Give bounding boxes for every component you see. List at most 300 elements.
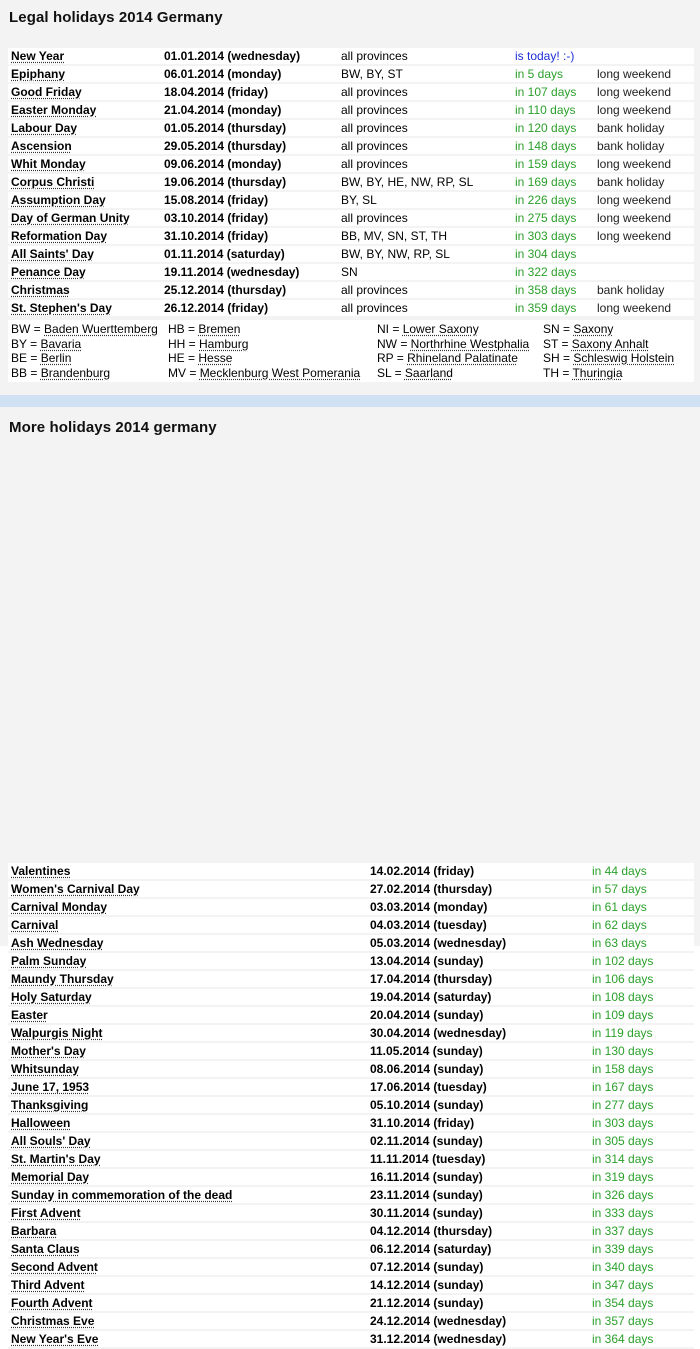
holiday-name-link[interactable]: Easter	[11, 1008, 48, 1022]
holiday-regions: all provinces	[341, 139, 408, 153]
holiday-date: 03.10.2014 (friday)	[164, 211, 269, 225]
holiday-countdown: in 277 days	[592, 1098, 654, 1112]
holiday-name-link[interactable]: Carnival	[11, 918, 59, 932]
holiday-name-link[interactable]: New Year's Eve	[11, 1332, 99, 1346]
legal-holiday-row	[8, 282, 694, 300]
holiday-countdown: in 109 days	[592, 1008, 654, 1022]
more-holiday-row	[8, 1151, 694, 1169]
holiday-name-link-cell	[8, 1187, 367, 1205]
legend-code: RP =	[377, 351, 408, 365]
holiday-regions-cell	[338, 264, 512, 282]
holiday-note-cell	[594, 246, 694, 264]
holiday-name-link[interactable]: First Advent	[11, 1206, 81, 1220]
holiday-note-cell	[594, 228, 694, 246]
holiday-name-link-cell	[8, 174, 161, 192]
holiday-date-cell	[367, 1025, 589, 1043]
holiday-name-link[interactable]: Ash Wednesday	[11, 936, 104, 950]
holiday-name-link[interactable]: Barbara	[11, 1224, 57, 1238]
holiday-countdown-cell	[589, 971, 694, 989]
holiday-name-link[interactable]: Thanksgiving	[11, 1098, 89, 1112]
more-holiday-row	[8, 971, 694, 989]
holiday-name-link-cell	[8, 1259, 367, 1277]
holiday-name-link[interactable]: Christmas	[11, 283, 70, 297]
holiday-countdown-cell	[589, 1241, 694, 1259]
holiday-countdown: in 63 days	[592, 936, 647, 950]
holiday-note-cell	[594, 192, 694, 210]
holiday-countdown: in 120 days	[515, 121, 577, 135]
holiday-name-link[interactable]: Memorial Day	[11, 1170, 90, 1184]
holiday-name-link[interactable]: Palm Sunday	[11, 954, 87, 968]
holiday-name-link[interactable]: Second Advent	[11, 1260, 98, 1274]
legal-holiday-row	[8, 228, 694, 246]
holiday-date-cell	[367, 1043, 589, 1061]
holiday-countdown: in 354 days	[592, 1296, 654, 1310]
holiday-name-link-cell	[8, 917, 367, 935]
holiday-countdown-cell	[589, 1025, 694, 1043]
holiday-note: bank holiday	[597, 283, 665, 297]
legend-province-link[interactable]: Bremen	[198, 322, 241, 336]
holiday-regions: all provinces	[341, 301, 408, 315]
legend-item	[11, 351, 158, 366]
legal-holiday-row	[8, 264, 694, 282]
holiday-countdown-cell	[512, 174, 594, 192]
holiday-name-link[interactable]: Assumption Day	[11, 193, 106, 207]
legend-province-link[interactable]: Saxony	[573, 322, 614, 336]
holiday-date: 18.04.2014 (friday)	[164, 85, 269, 99]
legend-item	[11, 337, 158, 352]
holiday-name-link[interactable]: Maundy Thursday	[11, 972, 114, 986]
holiday-date-cell	[161, 264, 338, 282]
legend-item	[377, 366, 529, 381]
holiday-date-cell	[367, 1187, 589, 1205]
legal-holiday-row	[8, 120, 694, 138]
holiday-date: 25.12.2014 (thursday)	[164, 283, 287, 297]
holiday-name-link[interactable]: Day of German Unity	[11, 211, 130, 225]
holiday-countdown: in 61 days	[592, 900, 647, 914]
holiday-countdown-cell	[589, 1115, 694, 1133]
more-holiday-row	[8, 1259, 694, 1277]
more-holidays-title: More holidays 2014 germany	[9, 419, 217, 436]
holiday-note: long weekend	[597, 67, 672, 81]
holiday-date: 11.05.2014 (sunday)	[370, 1044, 483, 1058]
legend-column	[543, 322, 674, 380]
holiday-note-cell	[594, 264, 694, 282]
legend-item	[168, 337, 360, 352]
holiday-date: 04.03.2014 (tuesday)	[370, 918, 487, 932]
holiday-countdown-cell	[589, 863, 694, 881]
holiday-regions-cell	[338, 246, 512, 264]
holiday-countdown: in 326 days	[592, 1188, 654, 1202]
holiday-note: long weekend	[597, 211, 672, 225]
holiday-date-cell	[367, 1295, 589, 1313]
holiday-note: long weekend	[597, 229, 672, 243]
legal-holiday-row	[8, 84, 694, 102]
holiday-date-cell	[161, 138, 338, 156]
legend-province-link[interactable]: Bavaria	[40, 336, 82, 351]
holiday-note-cell	[594, 120, 694, 138]
holiday-date-cell	[367, 989, 589, 1007]
holiday-date-cell	[161, 102, 338, 120]
holiday-countdown-cell	[589, 1061, 694, 1079]
holiday-countdown-cell	[589, 1277, 694, 1295]
holiday-name-link[interactable]: Penance Day	[11, 265, 86, 279]
legend-province-link[interactable]: Schleswig Holstein	[573, 351, 675, 365]
holiday-date: 01.01.2014 (wednesday)	[164, 49, 301, 63]
legal-holidays-title: Legal holidays 2014 Germany	[9, 9, 223, 26]
holiday-regions-cell	[338, 84, 512, 102]
holiday-date: 26.12.2014 (friday)	[164, 301, 269, 315]
holiday-countdown-cell	[512, 210, 594, 228]
legend-code: HE =	[168, 351, 199, 365]
legend-province-link[interactable]: Northrhine Westphalia	[410, 336, 530, 351]
holiday-countdown-cell	[589, 1097, 694, 1115]
legend-code: HH =	[168, 336, 200, 351]
legal-holiday-row	[8, 192, 694, 210]
holiday-date: 21.12.2014 (sunday)	[370, 1296, 484, 1310]
holiday-countdown-cell	[589, 1259, 694, 1277]
legend-code: BY =	[11, 336, 41, 351]
holiday-date-cell	[367, 1223, 589, 1241]
holiday-name-link[interactable]: Epiphany	[11, 67, 66, 81]
holiday-name-link-cell	[8, 282, 161, 300]
holiday-name-link-cell	[8, 1223, 367, 1241]
holiday-date-cell	[367, 1241, 589, 1259]
holiday-date: 05.10.2014 (sunday)	[370, 1098, 484, 1112]
holiday-note: long weekend	[597, 103, 672, 117]
legend-province-link[interactable]: Baden Wuerttemberg	[44, 322, 158, 336]
holiday-countdown: in 319 days	[592, 1170, 654, 1184]
holiday-name-link[interactable]: Ascension	[11, 139, 72, 153]
holiday-date-cell	[161, 156, 338, 174]
legend-item	[543, 351, 674, 366]
holiday-countdown-cell	[589, 1169, 694, 1187]
holiday-name-link-cell	[8, 1169, 367, 1187]
holiday-countdown: in 5 days	[515, 67, 564, 81]
legend-item	[543, 366, 674, 381]
holiday-note-cell	[594, 84, 694, 102]
holiday-name-link[interactable]: Sunday in commemoration of the dead	[11, 1188, 233, 1202]
holiday-date: 01.05.2014 (thursday)	[164, 121, 287, 135]
holiday-name-link-cell	[8, 1205, 367, 1223]
holiday-countdown: in 358 days	[515, 283, 577, 297]
holiday-date-cell	[367, 1331, 589, 1349]
more-holiday-row	[8, 1097, 694, 1115]
holiday-date: 31.12.2014 (wednesday)	[370, 1332, 507, 1346]
holiday-countdown-cell	[589, 1133, 694, 1151]
section-divider	[0, 395, 700, 407]
more-holiday-row	[8, 1187, 694, 1205]
holiday-name-link-cell	[8, 881, 367, 899]
holiday-date: 30.11.2014 (sunday)	[370, 1206, 483, 1220]
legal-holidays-table	[8, 48, 694, 318]
legend-item	[168, 322, 360, 337]
holiday-name-link-cell	[8, 48, 161, 66]
holiday-countdown-cell	[589, 989, 694, 1007]
holiday-name-link-cell	[8, 1295, 367, 1313]
holiday-date-cell	[161, 228, 338, 246]
legend-province-link[interactable]: Thuringia	[572, 365, 623, 380]
holiday-regions: all provinces	[341, 85, 408, 99]
holiday-countdown-cell	[512, 102, 594, 120]
holiday-name-link-cell	[8, 989, 367, 1007]
holiday-countdown-cell	[512, 228, 594, 246]
holiday-note-cell	[594, 210, 694, 228]
holiday-date-cell	[367, 1007, 589, 1025]
more-holidays-table	[8, 863, 694, 1349]
legend-code: NI =	[377, 322, 403, 336]
holiday-countdown: in 119 days	[592, 1026, 653, 1040]
more-holiday-row	[8, 989, 694, 1007]
holiday-note-cell	[594, 300, 694, 318]
holiday-note: bank holiday	[597, 175, 665, 189]
holiday-countdown-cell	[589, 1223, 694, 1241]
legend-code: BW =	[11, 322, 45, 336]
legend-province-link[interactable]: Hesse	[198, 351, 233, 365]
holiday-date-cell	[367, 1133, 589, 1151]
holiday-date-cell	[367, 1313, 589, 1331]
legal-holiday-row	[8, 174, 694, 192]
holiday-countdown-cell	[589, 917, 694, 935]
holiday-countdown: in 108 days	[592, 990, 654, 1004]
more-holiday-row	[8, 953, 694, 971]
holiday-name-link-cell	[8, 1133, 367, 1151]
holiday-countdown-cell	[589, 899, 694, 917]
holiday-name-link[interactable]: Third Advent	[11, 1278, 85, 1292]
more-holiday-row	[8, 1277, 694, 1295]
holiday-countdown: in 359 days	[515, 301, 577, 315]
more-holiday-row	[8, 1223, 694, 1241]
holiday-date: 05.03.2014 (wednesday)	[370, 936, 507, 950]
holiday-date: 20.04.2014 (sunday)	[370, 1008, 484, 1022]
holiday-date: 01.11.2014 (saturday)	[164, 247, 285, 261]
more-holiday-row	[8, 1115, 694, 1133]
holiday-date-cell	[367, 1115, 589, 1133]
holiday-date: 19.04.2014 (saturday)	[370, 990, 492, 1004]
holiday-regions: BW, BY, NW, RP, SL	[341, 247, 450, 261]
holiday-date-cell	[367, 1151, 589, 1169]
holiday-name-link[interactable]: Fourth Advent	[11, 1296, 93, 1310]
holiday-countdown: in 130 days	[592, 1044, 654, 1058]
holiday-date-cell	[161, 120, 338, 138]
legend-item	[377, 322, 529, 337]
legend-code: BE =	[11, 351, 41, 365]
holiday-name-link-cell	[8, 863, 367, 881]
holiday-name-link[interactable]: Labour Day	[11, 121, 78, 135]
holiday-name-link-cell	[8, 971, 367, 989]
holiday-countdown-cell	[589, 1331, 694, 1349]
more-holiday-row	[8, 899, 694, 917]
holiday-date: 17.04.2014 (thursday)	[370, 972, 493, 986]
holiday-name-link[interactable]: Easter Monday	[11, 103, 97, 117]
holiday-name-link[interactable]: St. Stephen's Day	[11, 301, 112, 315]
holiday-note: long weekend	[597, 157, 672, 171]
holiday-name-link-cell	[8, 1061, 367, 1079]
holiday-note-cell	[594, 138, 694, 156]
holiday-date: 21.04.2014 (monday)	[164, 103, 282, 117]
legend-province-link[interactable]: Hamburg	[199, 336, 249, 351]
holiday-date-cell	[161, 300, 338, 318]
legal-holiday-row	[8, 66, 694, 84]
legend-code: MV =	[168, 365, 200, 380]
holiday-name-link[interactable]: New Year	[11, 49, 65, 63]
holiday-name-link-cell	[8, 1115, 367, 1133]
legend-item	[377, 351, 529, 366]
holiday-regions: SN	[341, 265, 358, 279]
holiday-regions-cell	[338, 102, 512, 120]
holiday-regions: all provinces	[341, 103, 408, 117]
holiday-countdown: in 106 days	[592, 972, 654, 986]
holiday-countdown: is today! :-)	[515, 49, 575, 63]
holiday-name-link-cell	[8, 66, 161, 84]
holiday-name-link[interactable]: Women's Carnival Day	[11, 882, 140, 896]
legend-code: BB =	[11, 365, 41, 380]
legend-province-link[interactable]: Lower Saxony	[402, 322, 479, 336]
holiday-countdown: in 305 days	[592, 1134, 654, 1148]
holiday-name-link[interactable]: Good Friday	[11, 85, 82, 99]
holiday-countdown: in 62 days	[592, 918, 647, 932]
holiday-date-cell	[367, 1277, 589, 1295]
holiday-date: 08.06.2014 (sunday)	[370, 1062, 484, 1076]
holiday-name-link[interactable]: Whit Monday	[11, 157, 86, 171]
holiday-regions: BY, SL	[341, 193, 377, 207]
holiday-countdown: in 226 days	[515, 193, 577, 207]
holiday-countdown: in 347 days	[592, 1278, 654, 1292]
holiday-name-link[interactable]: June 17, 1953	[11, 1080, 90, 1094]
holiday-date: 06.12.2014 (saturday)	[370, 1242, 492, 1256]
holiday-date-cell	[367, 935, 589, 953]
legend-province-link[interactable]: Brandenburg	[40, 365, 111, 380]
holiday-countdown-cell	[512, 156, 594, 174]
holiday-name-link[interactable]: Corpus Christi	[11, 175, 95, 189]
more-holiday-row	[8, 1025, 694, 1043]
holiday-regions-cell	[338, 210, 512, 228]
holiday-note-cell	[594, 156, 694, 174]
holiday-name-link[interactable]: Halloween	[11, 1116, 71, 1130]
holiday-date-cell	[161, 48, 338, 66]
legend-item	[168, 351, 360, 366]
holiday-regions: all provinces	[341, 283, 408, 297]
holiday-name-link[interactable]: Walpurgis Night	[11, 1026, 103, 1040]
holiday-date: 13.04.2014 (sunday)	[370, 954, 484, 968]
legend-code: HB =	[168, 322, 199, 336]
holiday-note: long weekend	[597, 85, 672, 99]
more-holiday-row	[8, 881, 694, 899]
holiday-note: long weekend	[597, 193, 672, 207]
more-holiday-row	[8, 1241, 694, 1259]
holiday-date: 02.11.2014 (sunday)	[370, 1134, 483, 1148]
more-holiday-row	[8, 1169, 694, 1187]
holiday-countdown: in 364 days	[592, 1332, 654, 1346]
holiday-regions: all provinces	[341, 211, 408, 225]
holiday-note: bank holiday	[597, 121, 665, 135]
holiday-countdown: in 158 days	[592, 1062, 654, 1076]
holiday-name-link[interactable]: Valentines	[11, 864, 71, 878]
holiday-regions-cell	[338, 300, 512, 318]
holiday-countdown-cell	[512, 300, 594, 318]
holiday-countdown: in 333 days	[592, 1206, 654, 1220]
legend-column	[377, 322, 529, 380]
holiday-name-link[interactable]: Christmas Eve	[11, 1314, 95, 1328]
holiday-date-cell	[367, 971, 589, 989]
holiday-countdown: in 44 days	[592, 864, 647, 878]
holiday-name-link[interactable]: Holy Saturday	[11, 990, 92, 1004]
holiday-date-cell	[161, 66, 338, 84]
holiday-name-link[interactable]: Carnival Monday	[11, 900, 108, 914]
more-holiday-row	[8, 1061, 694, 1079]
legend-province-link[interactable]: Berlin	[40, 351, 72, 365]
holiday-regions: all provinces	[341, 49, 408, 63]
holiday-regions: BW, BY, HE, NW, RP, SL	[341, 175, 474, 189]
holiday-countdown: in 169 days	[515, 175, 577, 189]
holiday-regions-cell	[338, 138, 512, 156]
holiday-date: 17.06.2014 (tuesday)	[370, 1080, 487, 1094]
holiday-date-cell	[161, 246, 338, 264]
holiday-date-cell	[161, 192, 338, 210]
holiday-name-link-cell	[8, 1151, 367, 1169]
holiday-name-link[interactable]: Santa Claus	[11, 1242, 80, 1256]
holiday-countdown: in 102 days	[592, 954, 654, 968]
holiday-name-link-cell	[8, 1043, 367, 1061]
holiday-regions-cell	[338, 228, 512, 246]
holiday-name-link-cell	[8, 246, 161, 264]
legend-province-link[interactable]: Saarland	[404, 365, 453, 380]
holiday-countdown-cell	[512, 282, 594, 300]
holiday-name-link-cell	[8, 1097, 367, 1115]
legend-province-link[interactable]: Rhineland Palatinate	[407, 351, 518, 365]
holiday-note-cell	[594, 48, 694, 66]
holiday-date-cell	[367, 881, 589, 899]
legend-item	[11, 322, 158, 337]
holiday-countdown-cell	[589, 1043, 694, 1061]
legend-province-link[interactable]: Saxony Anhalt	[571, 336, 649, 351]
holiday-date: 19.11.2014 (wednesday)	[164, 265, 300, 279]
legend-item	[11, 366, 158, 381]
holiday-countdown: in 339 days	[592, 1242, 654, 1256]
holiday-name-link[interactable]: All Saints' Day	[11, 247, 94, 261]
holiday-countdown-cell	[512, 84, 594, 102]
more-holiday-row	[8, 1313, 694, 1331]
holiday-regions: all provinces	[341, 121, 408, 135]
holiday-countdown-cell	[589, 1151, 694, 1169]
more-holiday-row	[8, 935, 694, 953]
holiday-name-link-cell	[8, 1331, 367, 1349]
holiday-countdown-cell	[589, 953, 694, 971]
holiday-countdown: in 303 days	[515, 229, 577, 243]
legal-holiday-row	[8, 300, 694, 318]
holiday-date: 09.06.2014 (monday)	[164, 157, 282, 171]
more-holiday-row	[8, 863, 694, 881]
holiday-countdown: in 167 days	[592, 1080, 654, 1094]
holiday-date: 06.01.2014 (monday)	[164, 67, 282, 81]
holiday-countdown: in 314 days	[592, 1152, 654, 1166]
holiday-name-link[interactable]: Mother's Day	[11, 1044, 86, 1058]
holiday-date: 07.12.2014 (sunday)	[370, 1260, 484, 1274]
holiday-name-link[interactable]: Reformation Day	[11, 229, 108, 243]
holiday-name-link-cell	[8, 264, 161, 282]
legend-province-link[interactable]: Mecklenburg West Pomerania	[199, 365, 361, 380]
holiday-name-link[interactable]: St. Martin's Day	[11, 1152, 101, 1166]
holiday-countdown: in 107 days	[515, 85, 577, 99]
holiday-name-link[interactable]: All Souls' Day	[11, 1134, 91, 1148]
holiday-countdown-cell	[589, 1187, 694, 1205]
holiday-name-link[interactable]: Whitsunday	[11, 1062, 79, 1076]
holiday-countdown-cell	[589, 1007, 694, 1025]
holiday-countdown: in 337 days	[592, 1224, 654, 1238]
holiday-regions: BB, MV, SN, ST, TH	[341, 229, 448, 243]
holiday-date-cell	[367, 1079, 589, 1097]
holiday-date: 29.05.2014 (thursday)	[164, 139, 287, 153]
holiday-regions-cell	[338, 48, 512, 66]
